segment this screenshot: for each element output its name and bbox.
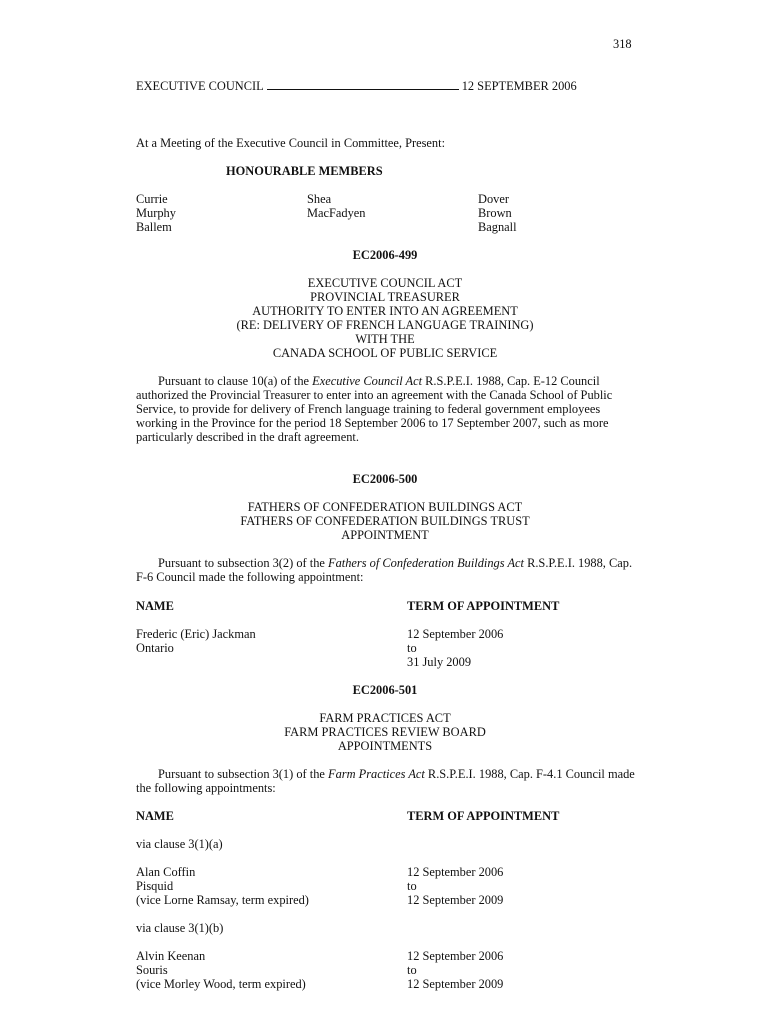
term-line: to	[407, 641, 417, 655]
clause-label: via clause 3(1)(a)	[136, 837, 223, 851]
term-line: 12 September 2006	[407, 949, 504, 963]
member-name: Murphy	[136, 206, 176, 220]
order-number: EC2006-501	[352, 683, 418, 697]
order-title-line: APPOINTMENT	[341, 528, 429, 542]
appointee-line: (vice Lorne Ramsay, term expired)	[136, 893, 309, 907]
order-paragraph: Pursuant to subsection 3(1) of the Farm Practices Act R.S.P.E.I. 1988, Cap. F-4.1 Council made the following appointments:	[136, 767, 635, 795]
term-column-header: TERM OF APPOINTMENT	[407, 599, 560, 613]
page-number: 318	[613, 37, 632, 51]
meeting-intro: At a Meeting of the Executive Council in Committee, Present:	[136, 136, 446, 150]
members-heading: HONOURABLE MEMBERS	[226, 164, 383, 178]
header-rule	[267, 79, 459, 90]
act-name: Farm Practices Act	[328, 767, 425, 781]
member-name: Brown	[478, 206, 512, 220]
page-header	[136, 79, 577, 93]
term-line: 12 September 2009	[407, 893, 504, 907]
order-title-line: FATHERS OF CONFEDERATION BUILDINGS ACT	[247, 500, 523, 514]
act-name: Fathers of Confederation Buildings Act	[328, 556, 524, 570]
order-title-line: FARM PRACTICES ACT	[319, 711, 451, 725]
act-name: Executive Council Act	[312, 374, 423, 388]
appointee-line: Alan Coffin	[136, 865, 196, 879]
order-title-line: WITH THE	[355, 332, 415, 346]
appointee-line: Souris	[136, 963, 168, 977]
order-title-line: EXECUTIVE COUNCIL ACT	[307, 276, 463, 290]
appointee-line: Frederic (Eric) Jackman	[136, 627, 256, 641]
member-name: Dover	[478, 192, 509, 206]
appointee-line: Pisquid	[136, 879, 174, 893]
header-date: 12 SEPTEMBER 2006	[461, 79, 577, 93]
term-line: 12 September 2006	[407, 865, 504, 879]
order-title-line: FATHERS OF CONFEDERATION BUILDINGS TRUST	[240, 514, 530, 528]
member-name: Bagnall	[478, 220, 517, 234]
member-name: Ballem	[136, 220, 172, 234]
term-column-header: TERM OF APPOINTMENT	[407, 809, 560, 823]
order-title-line: (RE: DELIVERY OF FRENCH LANGUAGE TRAINING)	[236, 318, 534, 332]
order-paragraph: Pursuant to clause 10(a) of the Executive Council Act R.S.P.E.I. 1988, Cap. E-12 Council authorized the Provincial Treasurer to enter into an agreement with the Canada School of Public Service, to provide for delivery of French language training to federal government employees working in the Province for the period 18 September 2006 to 17 September 2007, such as more particularly described in the draft agreement.	[136, 374, 613, 444]
order-number: EC2006-500	[352, 472, 418, 486]
term-line: to	[407, 963, 417, 977]
name-column-header: NAME	[136, 599, 174, 613]
order-title-line: AUTHORITY TO ENTER INTO AN AGREEMENT	[252, 304, 518, 318]
appointee-line: Alvin Keenan	[136, 949, 206, 963]
header-title: EXECUTIVE COUNCIL	[136, 79, 264, 93]
member-name: Shea	[307, 192, 332, 206]
appointee-line: (vice Morley Wood, term expired)	[136, 977, 306, 991]
name-column-header: NAME	[136, 809, 174, 823]
order-title-line: PROVINCIAL TREASURER	[310, 290, 460, 304]
appointee-line: Ontario	[136, 641, 174, 655]
member-name: MacFadyen	[307, 206, 366, 220]
order-paragraph: Pursuant to subsection 3(2) of the Fathers of Confederation Buildings Act R.S.P.E.I. 1988, Cap. F-6 Council made the following appointment:	[136, 556, 633, 584]
order-title-line: APPOINTMENTS	[337, 739, 433, 753]
member-name: Currie	[136, 192, 168, 206]
order-number: EC2006-499	[352, 248, 418, 262]
term-line: 12 September 2006	[407, 627, 504, 641]
term-line: 31 July 2009	[407, 655, 472, 669]
term-line: to	[407, 879, 417, 893]
clause-label: via clause 3(1)(b)	[136, 921, 224, 935]
order-title-line: FARM PRACTICES REVIEW BOARD	[284, 725, 486, 739]
order-title-line: CANADA SCHOOL OF PUBLIC SERVICE	[272, 346, 498, 360]
term-line: 12 September 2009	[407, 977, 504, 991]
